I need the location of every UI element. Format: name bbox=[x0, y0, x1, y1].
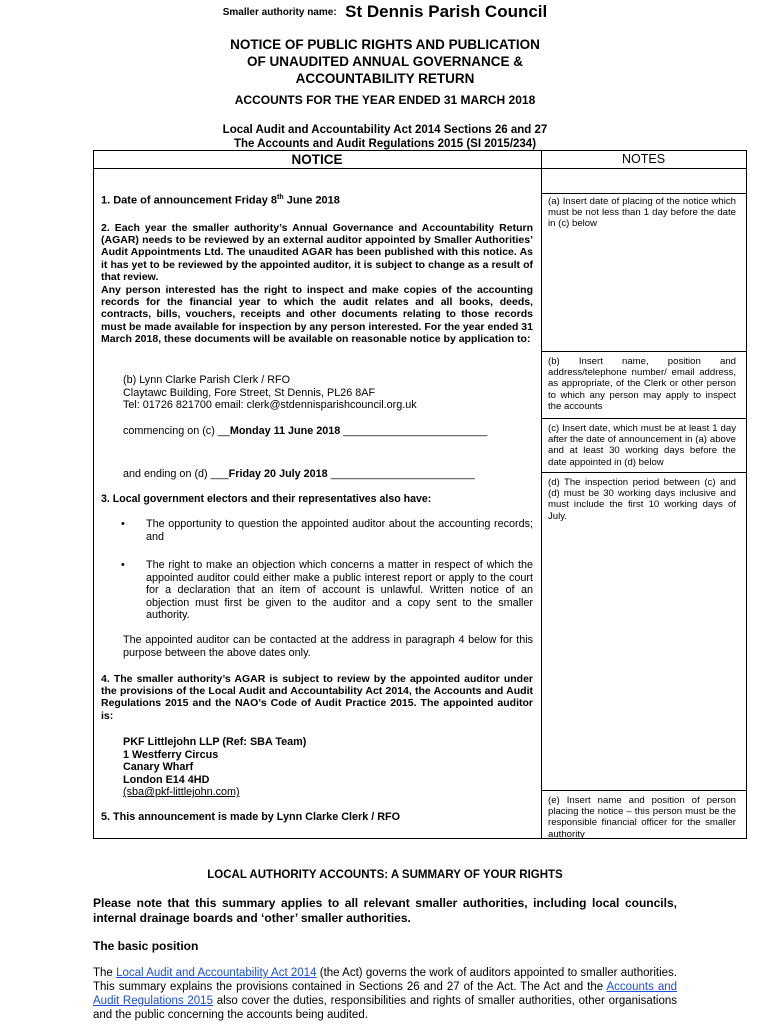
auditor-address bbox=[123, 736, 533, 799]
auditor-area: Canary Wharf bbox=[123, 761, 194, 774]
bullet-item-1 bbox=[121, 518, 533, 543]
notice-paragraph-4: 4. The smaller authority’s AGAR is subject to review by the appointed auditor under the provisions of the Local Audit and Accountability Act 2014, the Accounts and Audit Regulations 2015 and the NAO’s Code of Audit Practice 2015. The appointed auditor is: bbox=[101, 673, 533, 722]
table-left-border bbox=[93, 150, 94, 839]
ending-date bbox=[123, 468, 543, 481]
basic-position-heading: The basic position bbox=[93, 939, 199, 953]
announcement-date-suffix: th bbox=[277, 194, 284, 201]
basic-position-paragraph bbox=[93, 966, 677, 1022]
auditor-street: 1 Westferry Circus bbox=[123, 748, 219, 761]
note-e: (e) Insert name and position of person placing the notice – this person must be the responsible financial officer for the smaller authority bbox=[548, 795, 736, 840]
page-title bbox=[100, 36, 670, 87]
notice-paragraph-1 bbox=[101, 194, 533, 207]
auditor-email-link[interactable] bbox=[123, 786, 533, 799]
auditor-contact-note: The appointed auditor can be contacted at the address in paragraph 4 below for this purpose between the above dates only. bbox=[123, 634, 533, 659]
bullet-2-icon: • bbox=[121, 559, 125, 571]
authority-name: St Dennis Parish Council bbox=[345, 2, 548, 21]
auditor-city: London E14 4HD bbox=[123, 773, 210, 786]
notes-divider-3 bbox=[541, 418, 747, 419]
notice-paragraph-2b: Any person interested has the right to inspect and make copies of the accounting records for the financial year to which the audit relates and all books, deeds, contracts, bills, vouchers, receipts and other documents relating to those records must be made available for inspection by any person interested. For the year ended 31 March 2018, these documents will be available on reasonable notice by application to: bbox=[101, 284, 533, 345]
notes-divider-4 bbox=[541, 472, 747, 473]
title-line-1: NOTICE OF PUBLIC RIGHTS AND PUBLICATION bbox=[230, 37, 540, 52]
authority-label: Smaller authority name: bbox=[222, 7, 337, 18]
summary-heading: LOCAL AUTHORITY ACCOUNTS: A SUMMARY OF YOUR RIGHTS bbox=[207, 869, 563, 881]
table-top-border bbox=[93, 150, 747, 151]
act-line-2: The Accounts and Audit Regulations 2015 (SI 2015/234) bbox=[233, 138, 537, 150]
title-line-2: OF UNAUDITED ANNUAL GOVERNANCE & bbox=[246, 54, 523, 69]
commencing-date bbox=[123, 425, 543, 438]
auditor-email-text: (sba@pkf-littlejohn.com) bbox=[123, 786, 240, 799]
notes-divider-2 bbox=[541, 351, 747, 352]
act-reference bbox=[100, 123, 670, 151]
ending-value: Friday 20 July 2018 bbox=[228, 468, 328, 480]
table-middle-border bbox=[541, 150, 542, 839]
notes-heading: NOTES bbox=[621, 152, 666, 166]
bullet-1-icon: • bbox=[121, 518, 125, 530]
local-audit-act-link[interactable]: Local Audit and Accountability Act 2014 bbox=[116, 967, 317, 979]
notes-divider-1 bbox=[541, 193, 747, 194]
note-b: (b) Insert name, position and address/telephone number/ email address, as appropriate, of the Clerk or other person to which any person may apply to inspect the accounts bbox=[548, 356, 736, 412]
notice-paragraph-2: 2. Each year the smaller authority’s Annual Governance and Accountability Return (AGAR) needs to be reviewed by an external auditor appointed by Smaller Authorities’ Audit Appointments Ltd. The unaudited AGAR has been published with this notice. As it has yet to be reviewed by the appointed auditor, it is subject to change as a result of that review. bbox=[101, 222, 533, 283]
commencing-underline: ________________________ bbox=[340, 425, 488, 437]
notice-paragraph-3-heading: 3. Local government electors and their representatives also have: bbox=[101, 493, 432, 505]
clerk-contact-line-3: Tel: 01726 821700 email: clerk@stdennisparishcouncil.org.uk bbox=[123, 399, 417, 412]
table-right-border bbox=[746, 150, 747, 839]
clerk-contact-line-1: (b) Lynn Clarke Parish Clerk / RFO bbox=[123, 374, 290, 386]
note-a: (a) Insert date of placing of the notice which must be not less than 1 day before the date in (c) below bbox=[548, 196, 736, 230]
notice-heading: NOTICE bbox=[291, 152, 343, 167]
basic-text-1: The bbox=[93, 967, 117, 979]
bullet-item-2 bbox=[121, 559, 533, 622]
accounts-year: ACCOUNTS FOR THE YEAR ENDED 31 MARCH 2018 bbox=[234, 93, 536, 107]
notes-divider-5 bbox=[541, 790, 747, 791]
authority-header bbox=[0, 2, 770, 22]
ending-label: and ending on (d) ___ bbox=[123, 468, 229, 480]
commencing-label: commencing on (c) __ bbox=[123, 425, 230, 437]
clerk-contact-line-2: Claytawc Building, Fore Street, St Dennis, PL26 8AF bbox=[123, 386, 376, 399]
act-line-1: Local Audit and Accountability Act 2014 Sections 26 and 27 bbox=[222, 124, 548, 136]
note-d: (d) The inspection period between (c) and (d) must be 30 working days inclusive and must include the first 10 working days of July. bbox=[548, 477, 736, 522]
announcement-date-month: June 2018 bbox=[283, 194, 340, 207]
table-header-divider bbox=[93, 168, 747, 169]
basic-text-3: also cover the duties, responsibilities and rights of smaller authorities, other organisations and the public concerning the accounts being audited. bbox=[93, 995, 678, 1021]
announcement-date-prefix: 1. Date of announcement Friday 8 bbox=[101, 194, 278, 207]
notice-paragraph-5: 5. This announcement is made by Lynn Clarke Clerk / RFO bbox=[101, 811, 400, 823]
accounts-audit-regulations-link[interactable]: Accounts and Audit Regulations 2015 bbox=[93, 981, 678, 1007]
bullet-2-text: The right to make an objection which concerns a matter in respect of which the appointed auditor could either make a public interest report or apply to the court for a declaration that an item of account is unlawful. Written notice of an objection must first be given to the auditor and a copy sent to the smaller authority. bbox=[146, 559, 533, 622]
summary-please-note: Please note that this summary applies to all relevant smaller authorities, including local councils, internal drainage boards and ‘other’ smaller authorities. bbox=[93, 896, 677, 925]
title-line-3: ACCOUNTABILITY RETURN bbox=[295, 71, 475, 86]
basic-text-2: (the Act) governs the work of auditors appointed to smaller authorities. This summary explains the provisions contained in Sections 26 and 27 of the Act. The Act and the bbox=[93, 967, 677, 993]
ending-underline: ________________________ bbox=[327, 468, 475, 480]
clerk-contact bbox=[123, 374, 533, 412]
commencing-value: Monday 11 June 2018 bbox=[229, 425, 341, 437]
note-c: (c) Insert date, which must be at least 1 day after the date of announcement in (a) above and at least 30 working days before the date appointed in (d) below bbox=[548, 423, 736, 468]
auditor-name: PKF Littlejohn LLP (Ref: SBA Team) bbox=[123, 736, 307, 748]
bullet-1-text: The opportunity to question the appointed auditor about the accounting records; and bbox=[146, 518, 533, 543]
